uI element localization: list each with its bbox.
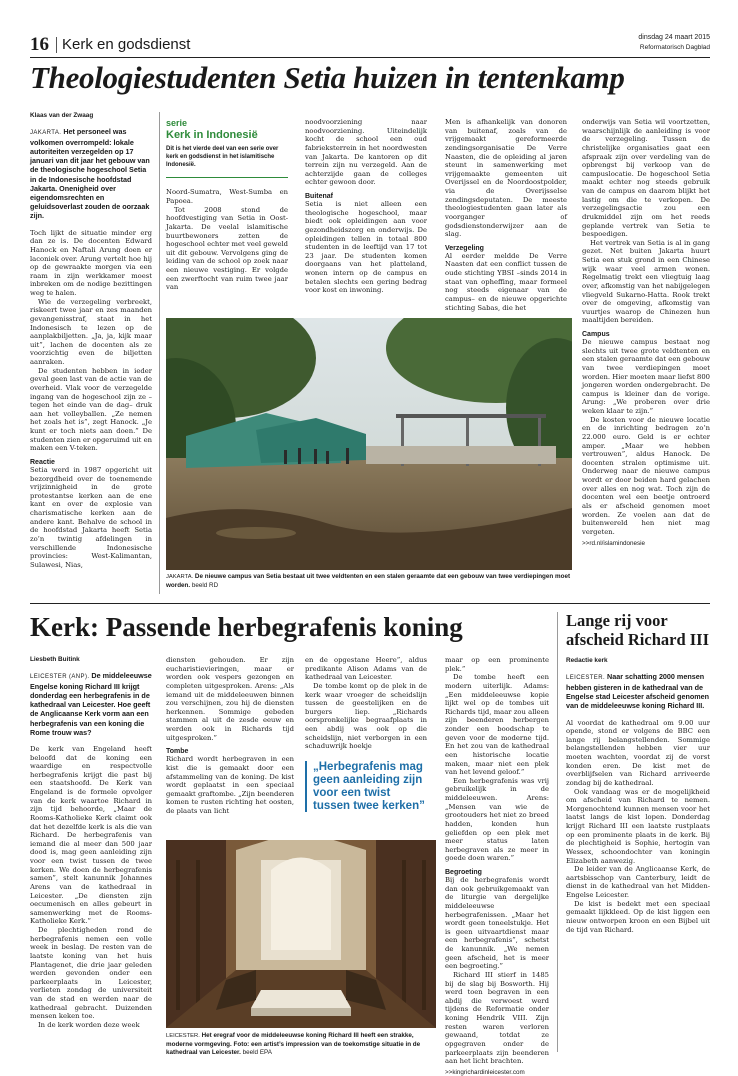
paragraph: De plechtigheden rond de herbegrafenis nemen een volle week in beslag. De resten van de laatste koning van het huis Plantagenet, die drie jaar geleden werden gevonden onder een parkeerplaats in Leicester, verlieten zondag de universiteit van de stad en werden naar de kathedraal gebracht. Duizenden mensen keken toe. (30, 926, 152, 1021)
paragraph: en de opgestane Heere”, aldus predikante Alison Adams van de kathedraal van Leicester. (305, 656, 427, 682)
paragraph: Toch lijkt de situatie minder erg dan ze is. De docenten Edward Hanock en Naftali Arung doen er laconiek over. Arung vertelt hoe hij op de gewraakte morgen via een raam in zijn werkkamer moest inbreken om de nodige bezittingen weg te halen. (30, 228, 152, 298)
top-lead-text: Het personeel was volkomen overrompeld: lokale autoriteiten verzegelden op 17 januari van dit jaar het gebouw van de theologische hogeschool Setia in de Indonesische hoofdstad Jakarta. Onenigheid over eigendomsrechten en geluidsoverlast zouden de oorzaak zijn. (30, 127, 150, 221)
bottom-col4-subhead: Begroeting (445, 869, 482, 876)
section-title: Kerk en godsdienst (62, 36, 191, 53)
side-lead (566, 672, 710, 710)
top-col1-body (30, 229, 152, 453)
top-col2-body (166, 188, 288, 292)
header-paper: Reformatorisch Dagblad (639, 44, 710, 51)
top-col3-subhead: Buitenaf (305, 193, 333, 200)
top-column-4 (445, 118, 567, 312)
top-col4-body: Men is afhankelijk van donoren van buitenaf, zoals van de vrijgemaakt gereformeerde zendingsorganisatie De Verre Naasten, die de opleiding al jaren steunt in samenwerking met vrijgemaakte gemeenten uit Overijssel en de Noordoostpolder, via de Overijsselse zendingsdeputaten. De meeste theologiestudenten gaan later als voorganger of godsdienstonderwijzer aan de slag. (445, 118, 567, 239)
top-column-5 (582, 118, 710, 547)
top-column-3 (305, 118, 427, 295)
paragraph: Noord-Sumatra, West-Sumba en Papoea. (166, 188, 288, 206)
caption-text: De nieuwe campus van Setia bestaat uit twee veldtenten en een stalen geraamte dat een gebouw van twee verdiepingen moet worden. (166, 573, 571, 589)
paragraph: Wie de verzegeling verbreekt, riskeert twee jaar en zes maanden gevangenisstraf, staat in het Indonesisch te lezen op de aanplakbiljetten. „Ja, ja, kijk maar uit”, lachen de docenten als ze voorzichtig even de biljetten aanraken. (30, 297, 152, 367)
serie-label: serie (166, 118, 188, 128)
side-body (566, 719, 710, 935)
bottom-col2-body-b: Richard wordt herbegraven in een kist die is gemaakt door een afstammeling van de koning. De kist wordt geplaatst in een speciaal gemaakt graftombe. „Zijn beenderen komen te rusten richting het oosten, de plaats van licht (166, 755, 294, 815)
bottom-column-2 (166, 656, 294, 816)
top-column-2 (166, 118, 288, 292)
bottom-headline: Kerk: Passende herbegrafenis koning (30, 612, 463, 642)
bottom-col2-body: diensten gehouden. Er zijn eucharistievieringen, maar er worden ook vespers gezongen en completen uitgesproken. Arens: „Als iemand uit de middeleeuwen binnen zou verschijnen, zou hij de diensten herkennen. Sommige gebeden stammen al uit de zesde eeuw en werden ook in Richards tijd uitgesproken.” (166, 656, 294, 742)
top-col5-subhead: Campus (582, 331, 610, 338)
header-rule (30, 57, 710, 58)
campus-photo-illustration (166, 318, 572, 570)
paragraph: Al voordat de kathedraal om 9.00 uur opende, stond er volgens de BBC een lange rij belangstellenden. Sommige belangstellenden hebben vier uur moeten wachten, voordat zij de vorst konden eren. De kist met de overblijfselen van Richard arriveerde zondag bij de kathedraal. (566, 718, 710, 787)
paragraph: De studenten hebben in ieder geval geen last van de actie van de overheid. Vlak voor de verzegelde ingang van de hogeschool zijn ze –tegen het einde van de dag– druk aan het volleyballen. „Ze nemen het zoals het is”, zegt Hanock. „Je kunt er toch niets aan doen.” De studenten zien er opgeruimd uit en maken een V-teken. (30, 366, 152, 453)
top-headline: Theologiestudenten Setia huizen in tentenkamp (30, 60, 625, 95)
bottom-col2-subhead: Tombe (166, 748, 189, 756)
side-article (566, 612, 710, 934)
bottom-lead-text: De middeleeuwse Engelse koning Richard III krijgt donderdag een herbegrafenis in de kathedraal van Leicester. Hoe geeft de Anglicaanse Kerk vorm aan een herbegrafenis van een koning die Rome trouw was? (30, 671, 152, 737)
column-divider (159, 112, 160, 594)
caption-credit: beeld EPA (242, 1048, 272, 1056)
top-col1-body-b: Setia werd in 1987 opgericht uit bezorgdheid over de toenemende vrijzinnigheid in de grote protestantse kerken aan de ene kant en over de explosie van charismatische kerken aan de andere kant. Behalve de school in de hoofdstad Jakarta heeft Setia zo’n twintig afdelingen in verschillende Indonesische provincies: West-Kalimantan, Sulawesi, Nias, (30, 465, 152, 569)
bottom-col1-body (30, 745, 152, 1030)
side-byline: Redactie kerk (566, 657, 608, 665)
paragraph: onderwijs van Setia wil voortzetten, waarschijnlijk de aanleiding is voor de verzegeling. Tussen de christelijke organisaties gaat een afspraak zijn over verdeling van de opbrengst bij verkoop van de campuslocatie. De hogeschool Setia maakt echter nog steeds gebruik van de campus en daarom blijkt het lastig om die te verkopen. De verzegelingsactie zou een drukmiddel zijn om het reeds geplande vertrek van Setia te bespoedigen. (582, 118, 710, 239)
top-col1-subhead: Reactie (30, 458, 55, 466)
top-col4-subhead: Verzegeling (445, 244, 484, 252)
paragraph: De nieuwe campus bestaat nog slechts uit twee grote veldtenten en een stalen geraamte dat een gebouw van twee verdiepingen moet worden. Hier moeten maar liefst 800 jongeren worden ondergebracht. De campus is kleiner dan de vorige. Arung: „We proberen over drie weken klaar te zijn.” (582, 338, 710, 415)
section-rule (30, 603, 710, 604)
campus-photo (166, 318, 572, 570)
side-headline: Lange rij voor afscheid Richard III (566, 611, 710, 649)
bottom-col4-body (445, 656, 549, 863)
top-col3-body: noodvoorziening naar noodvoorziening. Uiteindelijk kocht de school een oud fabrieksterrein in het noordwesten van Jakarta. De kantoren op dit terrein zijn nu verzegeld. Aan de achterzijde gaan de colleges echter gewoon door. (305, 118, 427, 187)
paragraph: Tot 2008 stond de hoofdvestiging van Setia in Oost-Jakarta. De veelal islamitische buurtbewoners zetten de hogeschool echter met veel geweld uit dit gebouw. Vervolgens ging de leiding van de school op zoek naar een nieuwe vestiging. Er volgde een zwerftocht van ruim twee jaar van (166, 205, 288, 292)
paragraph: Bij de herbegrafenis wordt dan ook gebruikgemaakt van de liturgie van dergelijke middeleeuwse herbegrafenissen. „Maar het wordt geen toneelstukje. Het is geen uitvaartdienst maar een herbegrafenis”, schetst de kanunnik. „We nemen geen afscheid, het is meer een begroeting.” (445, 876, 549, 971)
page-number: 16 (30, 34, 49, 55)
bottom-column-3 (305, 656, 427, 812)
caption-credit: beeld RD (191, 581, 219, 589)
top-photo-caption (166, 573, 572, 590)
bottom-dateline: LEICESTER (ANP). (30, 674, 90, 680)
top-byline: Klaas van der Zwaag (30, 112, 94, 119)
top-col4-body-b: Al eerder meldde De Verre Naasten dat een conflict tussen de oude stichting YBSI –sinds 2014 in staat van opheffing, maar formeel nog steeds eigenaar van de campus– en de nieuwe opgerichte stichting Sabas, die het (445, 251, 567, 312)
page-header (30, 34, 710, 56)
paragraph: De kerk van Engeland heeft beloofd dat de koning een waardige en respectvolle herbegrafenis krijgt die past bij een staatshoofd. De Kerk van Engeland is de formele opvolger van de kerk waartoe Richard in zijn tijd behoorde, „Maar de Rooms-Katholieke Kerk claimt ook dat het dezelfde kerk is als die van Richard. De herbegrafenis van iemand die al meer dan 500 jaar dood is, mag geen aanleiding zijn voor een twist tussen de twee kerken. We doen de herbegrafenis samen”, stelt kanunnik Johannes Arens van de kathedraal in Leicester. „De diensten zijn oecumenisch en alles gebeurt in samenwerking met de Rooms-Katholieke Kerk.” (30, 744, 152, 926)
top-col5-body (582, 118, 710, 325)
side-dateline: LEICESTER. (566, 675, 606, 682)
pull-quote: „Herbegrafenis mag geen aanleiding zijn voor een twist tussen twee kerken” (305, 761, 427, 813)
paragraph: Ook vandaag was er de mogelijkheid om afscheid van Richard te nemen. Morgenochtend kunnen mensen voor het laatst langs de kist lopen. Donderdag krijgt Richard III een laatste rustplaats op een prominente plaats in de kerk. Bij de plechtigheid is Sophie, hertogin van Wessex, schoondochter van koningin Elizabeth aanwezig. (566, 787, 710, 865)
paragraph: De kist is bedekt met een speciaal gemaakt lijkkleed. Op de kist liggen een nieuw ontworpen kroon en een Bijbel uit de tijd van Richard. (566, 899, 710, 934)
top-lead (30, 127, 152, 221)
serie-title: Kerk in Indonesië (166, 129, 258, 141)
paragraph: Het vertrek van Setia is al in gang gezet. Net buiten Jakarta huurt Setia een stuk grond in een Chinese wijk waar veel armen wonen. Regelmatig trekt een vliegtuig laag over, afkomstig van het nabijgelegen vliegveld Sukarno-Hatta. Rook trekt over de omgeving, afkomstig van vuurtjes waarop de Chinezen hun maaltijden bereiden. (582, 238, 710, 325)
paragraph: De tombe heeft een modern uiterlijk. Adams: „Een middeleeuwse kopie lijkt wel op de tombes uit Richards tijd, maar zou alleen zijn beenderen herbergen zonder een boodschap te geven voor de moderne tijd. En het zou van de kathedraal een historische locatie maken, maar niet een plek van het levend geloof.” (445, 673, 549, 777)
paragraph: De kosten voor de nieuwe locatie en de inrichting bedragen zo’n 22.000 euro. Geld is er echter amper. „Maar we hebben vertrouwen”, aldus Hanock. De docenten stralen optimisme uit. Onderweg naar de nieuwe campus wordt er door beiden hard gelachen over alles en nog wat. Toch zijn de docenten wel een beetje ontroerd als er afscheid genomen moet worden. Ze voelen aan dat de buitenwereld hen niet mag vergeten. (582, 415, 710, 536)
caption-dateline: LEICESTER. (166, 1033, 200, 1039)
side-lead-text: Naar schatting 2000 mensen hebben gisteren in de kathedraal van de Engelse stad Leicester afscheid genomen van de middeleeuwse koning Richard III. (566, 672, 710, 711)
serie-rule (166, 177, 288, 178)
tomb-photo-illustration (166, 840, 436, 1028)
bottom-photo-caption (166, 1032, 436, 1057)
column-divider (557, 612, 558, 1052)
bottom-column-4 (445, 656, 549, 1076)
bottom-column-1 (30, 656, 152, 1030)
bottom-link[interactable]: >>kingrichardinleicester.com (445, 1068, 525, 1076)
paragraph: De leider van de Anglicaanse Kerk, de aartsbisschop van Canterbury, leidt de dienst in de kathedraal van het Midden-Engelse Leicester. (566, 865, 710, 900)
paragraph: In de kerk worden deze week (38, 1020, 140, 1029)
top-col3-body-b: Setia is niet alleen een theologische hogeschool, maar biedt ook opleidingen aan voor gezondheidszorg en onderwijs. De opleidingen tellen in totaal 800 studenten in de leeftijd van 17 tot 23 jaar. De studenten komen doorgaans van het platteland, wonen intern op de campus en betalen slechts een gering bedrag voor kost en inwoning. (305, 200, 427, 295)
header-divider (56, 37, 57, 53)
bottom-col3-body (305, 656, 427, 751)
paragraph: De tombe komt op de plek in de kerk waar vroeger de scheidslijn tussen de geestelijken en de burgers liep. „Richards oorspronkelijke begraafplaats in een abdij was ook op die scheidslijn, niet verborgen in een schaduwrijk hoekje (305, 681, 427, 751)
bottom-lead (30, 671, 152, 737)
caption-text: Het eregraf voor de middeleeuwse koning Richard III heeft een strakke, moderne vormgeving. Foto: een artist’s impression van de toekomstige situatie in de kathedraal van Leicester. (166, 1032, 421, 1056)
top-link[interactable]: >>rd.nl/islamindonesie (582, 540, 646, 548)
bottom-col4-body-b (445, 876, 549, 1066)
top-dateline: JAKARTA. (30, 130, 62, 136)
top-column-1 (30, 112, 152, 569)
paragraph: Richard III stierf in 1485 bij de slag bij Bosworth. Hij werd toen begraven in een abdij die verwoest werd tijdens de Reformatie onder koning Hendrik VIII. Zijn resten waren verloren gewaand, totdat ze opgegraven onder de parkeerplaats zijn beenderen aan het licht brachten. (445, 970, 549, 1066)
bottom-byline: Liesbeth Buitink (30, 656, 80, 663)
caption-dateline: JAKARTA. (166, 574, 194, 580)
tomb-photo (166, 840, 436, 1028)
header-date: dinsdag 24 maart 2015 (638, 34, 710, 41)
paragraph: Een herbegrafenis was vrij gebruikelijk in de middeleeuwen. Arens: „Mensen van wie de grootouders het niet zo breed hadden, konden hun geliefden op een plek met meer status laten herbegraven als ze meer in goede doen waren.” (445, 776, 549, 863)
serie-intro: Dit is het vierde deel van een serie over kerk en godsdienst in het islamitische Indonesië. (166, 146, 279, 168)
paragraph: maar op een prominente plek.” (445, 656, 549, 673)
top-col5-body-b (582, 338, 710, 536)
